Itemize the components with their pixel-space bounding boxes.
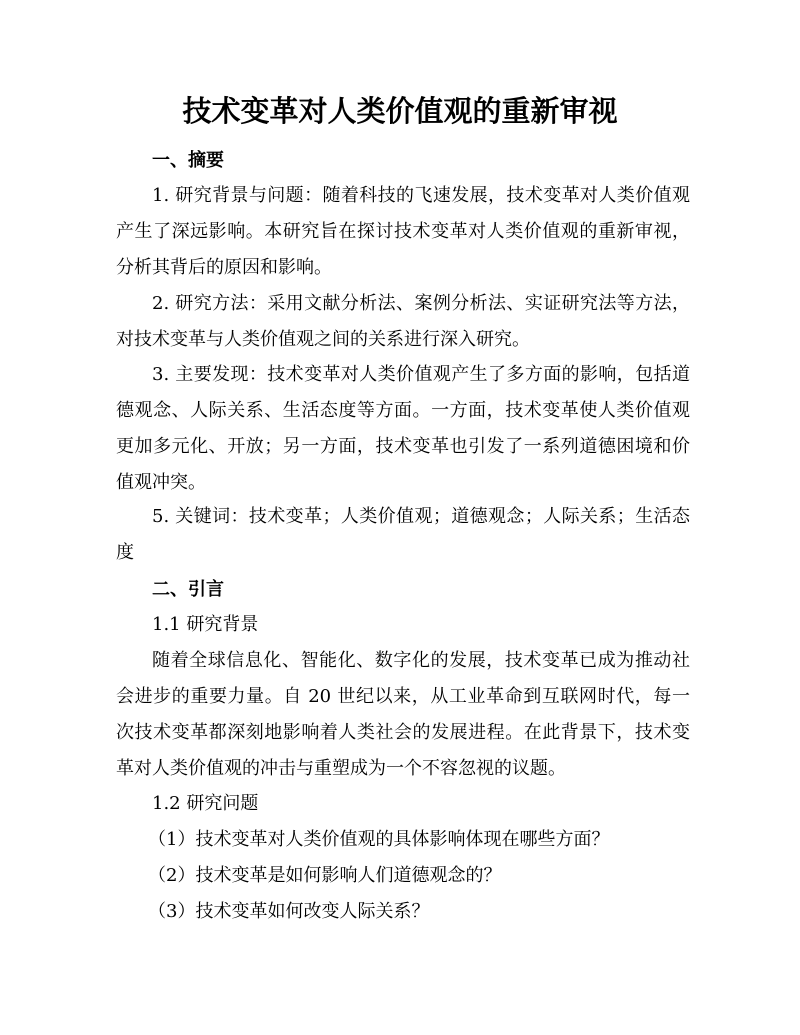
- abstract-item-methods: 2. 研究方法：采用文献分析法、案例分析法、实证研究法等方法，对技术变革与人类价值观之间的关系进行深入研究。: [116, 293, 690, 350]
- research-question: （2）技术变革是如何影响人们道德观念的？: [148, 865, 502, 886]
- research-question: （1）技术变革对人类价值观的具体影响体现在哪些方面？: [148, 829, 610, 850]
- background-subheading: 1.1 研究背景: [152, 614, 259, 635]
- background-paragraph: 随着全球信息化、智能化、数字化的发展，技术变革已成为推动社会进步的重要力量。自 20 世纪以来，从工业革命到互联网时代，每一次技术变革都深刻地影响着人类社会的发展进程。在此背景下，技术变革对人类价值观的冲击与重塑成为一个不容忽视的议题。: [116, 650, 690, 779]
- abstract-heading: 一、摘要: [152, 150, 224, 171]
- introduction-heading: 二、引言: [152, 579, 224, 600]
- document-title: 技术变革对人类价值观的重新审视: [182, 94, 618, 128]
- abstract-item-findings: 3. 主要发现：技术变革对人类价值观产生了多方面的影响，包括道德观念、人际关系、生活态度等方面。一方面，技术变革使人类价值观更加多元化、开放；另一方面，技术变革也引发了一系列道德困境和价值观冲突。: [116, 364, 690, 493]
- questions-subheading: 1.2 研究问题: [152, 793, 259, 814]
- research-question: （3）技术变革如何改变人际关系？: [148, 901, 430, 922]
- abstract-item-keywords: 5. 关键词：技术变革；人类价值观；道德观念；人际关系；生活态度: [116, 506, 690, 563]
- abstract-item-background: 1. 研究背景与问题：随着科技的飞速发展，技术变革对人类价值观产生了深远影响。本研究旨在探讨技术变革对人类价值观的重新审视，分析其背后的原因和影响。: [116, 185, 690, 278]
